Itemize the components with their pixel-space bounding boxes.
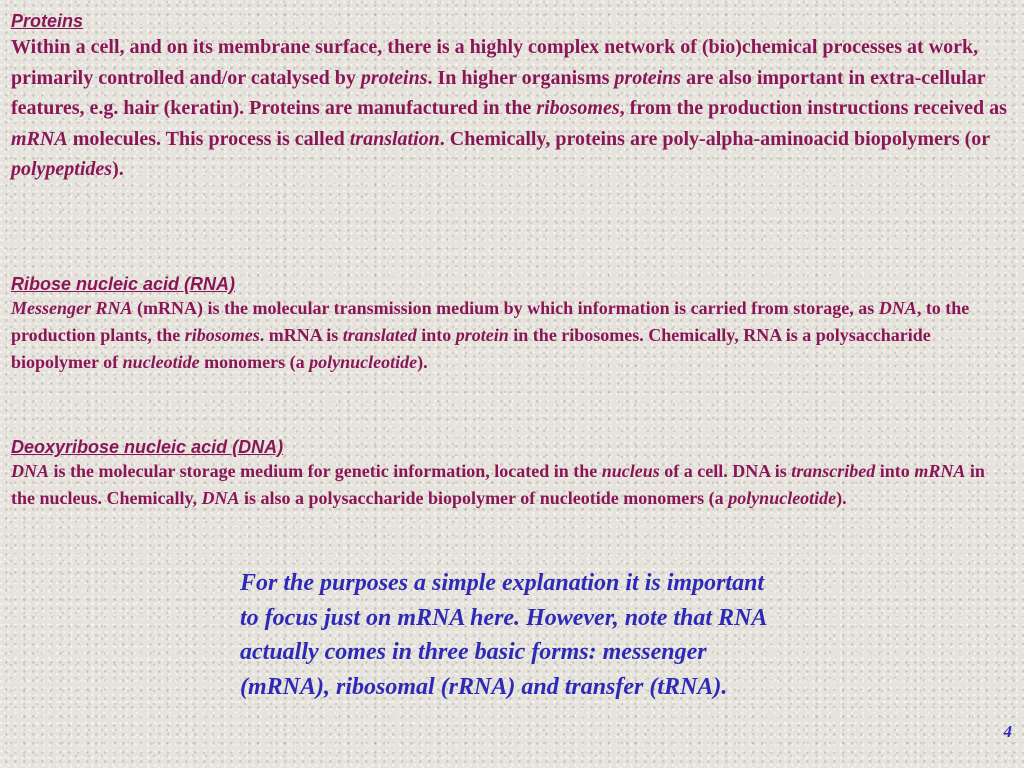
page-number: 4 xyxy=(1003,722,1012,741)
rna-heading: Ribose nucleic acid (RNA) xyxy=(11,274,236,294)
proteins-heading: Proteins xyxy=(11,11,84,31)
rna-paragraph: Messenger RNA (mRNA) is the molecular transmission medium by which information is carried from storage, as DNA, to the production plants, the ribosomes. mRNA is translated into protein in the ribosomes. Chemically, RNA is a polysaccharide biopolymer of nucleotide monomers (a polynucleotide). xyxy=(11,298,970,372)
dna-paragraph: DNA is the molecular storage medium for genetic information, located in the nucleus of a cell. DNA is transcribed into mRNA in the nucleus. Chemically, DNA is also a polysaccharide biopolymer of nucleotide monomers (a polynucleotide). xyxy=(11,461,985,508)
proteins-section xyxy=(11,10,1013,185)
dna-section xyxy=(11,436,1013,512)
rna-section xyxy=(11,273,1013,376)
proteins-paragraph: Within a cell, and on its membrane surface, there is a highly complex network of (bio)chemical processes at work, primarily controlled and/or catalysed by proteins. In higher organisms proteins are also important in extra-cellular features, e.g. hair (keratin). Proteins are manufactured in the ribosomes, from the production instructions received as mRNA molecules. This process is called translation. Chemically, proteins are poly-alpha-aminoacid biopolymers (or polypeptides). xyxy=(11,36,1007,180)
dna-heading: Deoxyribose nucleic acid (DNA) xyxy=(11,437,284,457)
mrna-note: For the purposes a simple explanation it is important to focus just on mRNA here. However, note that RNA actually comes in three basic forms: messenger (mRNA), ribosomal (rRNA) and transfer (tRNA). xyxy=(240,570,767,700)
